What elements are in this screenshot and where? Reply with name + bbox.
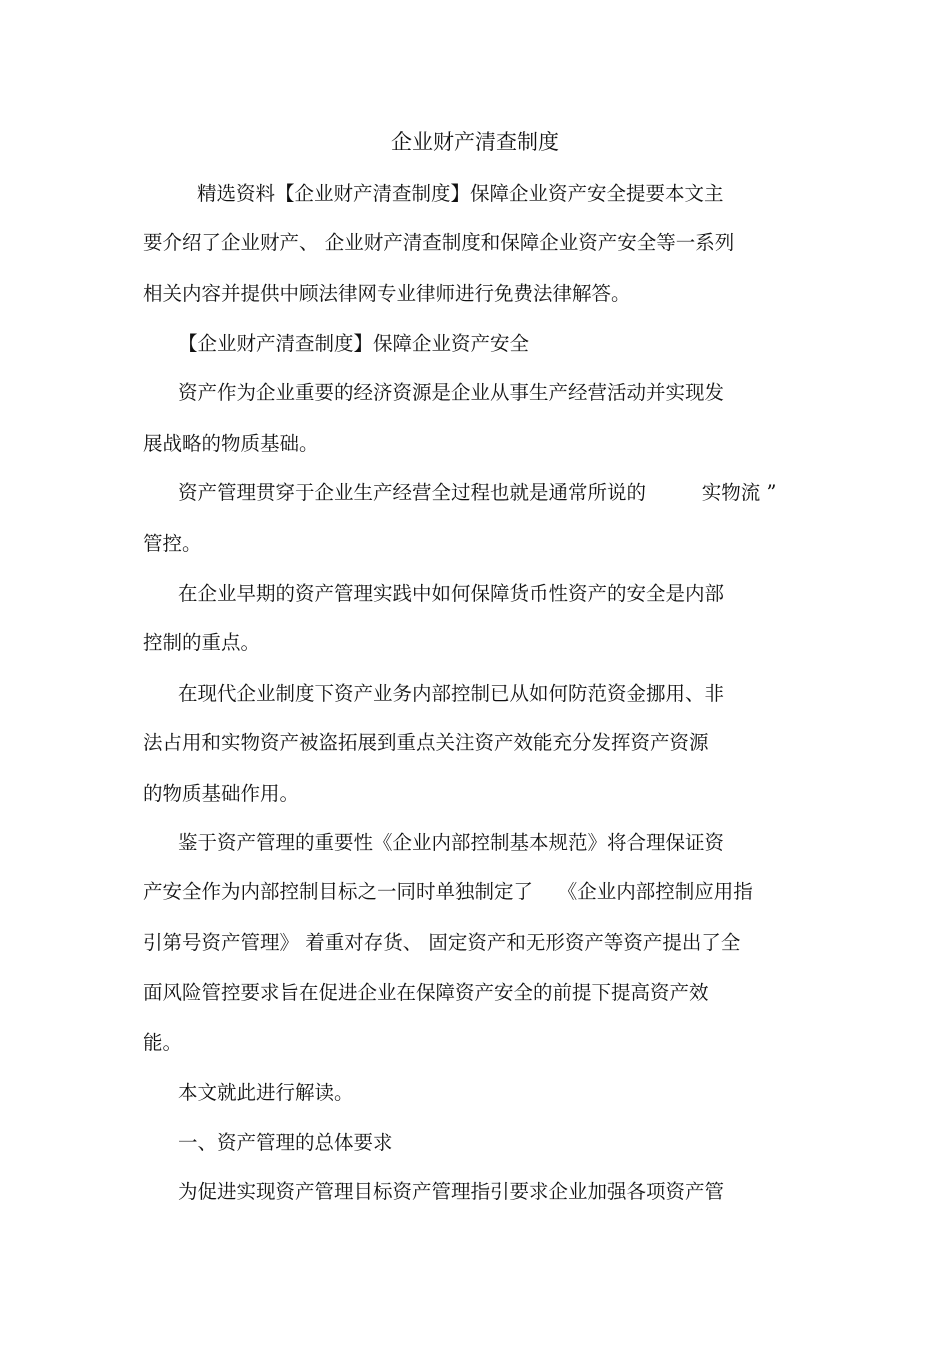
text-line-2: 要介绍了企业财产、 企业财产清查制度和保障企业资产安全等一系列 xyxy=(143,231,735,254)
text-line-7: 资产管理贯穿于企业生产经营全过程也就是通常所说的 实物流 ” xyxy=(178,481,777,504)
document-title: 企业财产清查制度 xyxy=(391,130,559,154)
text-line-6: 展战略的物质基础。 xyxy=(143,432,319,455)
text-line-17: 面风险管控要求旨在促进企业在保障资产安全的前提下提高资产效 xyxy=(143,981,709,1004)
text-line-1: 精选资料【企业财产清查制度】保障企业资产安全提要本文主 xyxy=(197,182,724,205)
text-line-14: 鉴于资产管理的重要性《企业内部控制基本规范》将合理保证资 xyxy=(178,831,725,854)
text-line-5: 资产作为企业重要的经济资源是企业从事生产经营活动并实现发 xyxy=(178,381,725,404)
text-line-18: 能。 xyxy=(143,1031,183,1054)
text-line-20: 一、资产管理的总体要求 xyxy=(178,1131,393,1154)
text-line-3: 相关内容并提供中顾法律网专业律师进行免费法律解答。 xyxy=(143,282,631,305)
text-line-4: 【企业财产清查制度】保障企业资产安全 xyxy=(178,332,530,355)
text-line-10: 控制的重点。 xyxy=(143,631,261,654)
text-line-19: 本文就此进行解读。 xyxy=(178,1081,354,1104)
text-line-13: 的物质基础作用。 xyxy=(143,782,300,805)
text-line-15: 产安全作为内部控制目标之一同时单独制定了 《企业内部控制应用指 xyxy=(143,880,753,903)
text-line-16: 引第号资产管理》 着重对存货、 固定资产和无形资产等资产提出了全 xyxy=(143,931,741,954)
text-line-11: 在现代企业制度下资产业务内部控制已从如何防范资金挪用、非 xyxy=(178,682,725,705)
text-line-21: 为促进实现资产管理目标资产管理指引要求企业加强各项资产管 xyxy=(178,1180,725,1203)
text-line-9: 在企业早期的资产管理实践中如何保障货币性资产的安全是内部 xyxy=(178,582,725,605)
text-line-8: 管控。 xyxy=(143,532,202,555)
text-line-12: 法占用和实物资产被盗拓展到重点关注资产效能充分发挥资产资源 xyxy=(143,731,709,754)
